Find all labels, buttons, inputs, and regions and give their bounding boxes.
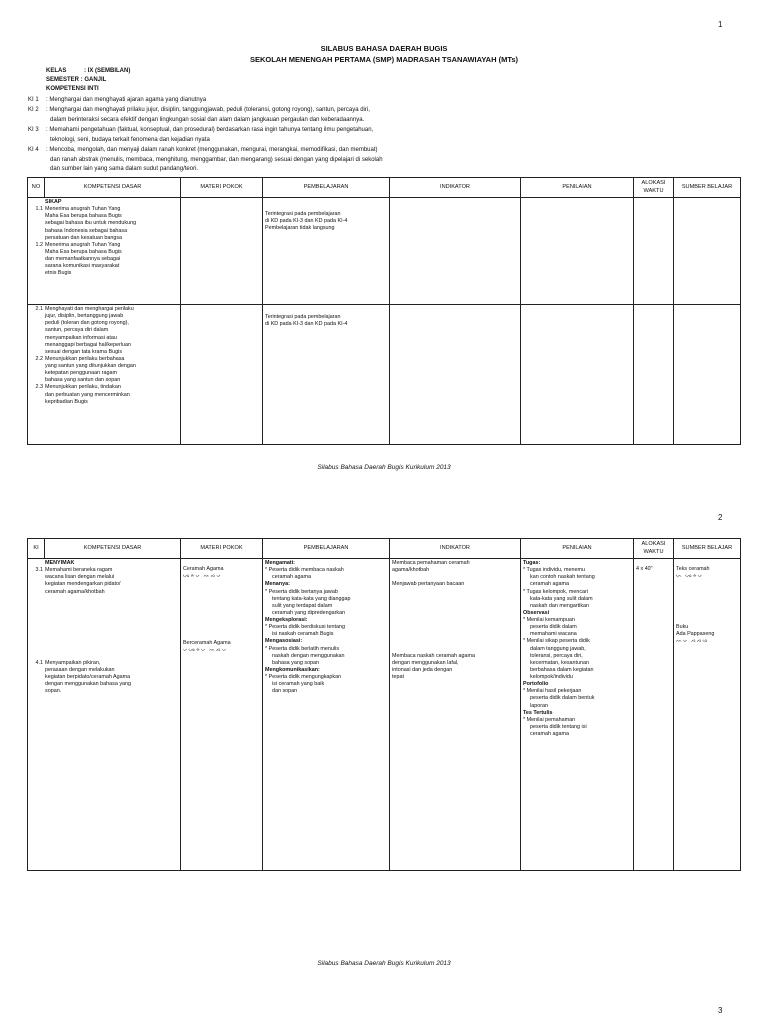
kd-line (31, 320, 178, 327)
materi-cell (181, 198, 263, 305)
kd-line (31, 674, 178, 681)
document-subtitle: SEKOLAH MENENGAH PERTAMA (SMP) MADRASAH TSANAWIAYAH (MTs) (249, 55, 519, 64)
kd-text: sarana komunikasi masyarakat (45, 263, 120, 270)
sumber-lontara: ᨈᨙ ᨌᨙᨑᨆ (676, 573, 704, 580)
kelas-value: : IX (SEMBILAN) (84, 68, 131, 74)
kd-line (31, 688, 178, 695)
ki-text: : Memahami pengetahuan (faktual, konseptual, dan prosedural) berdasarkan rasa ingin tahunya tentang ilmu pengetahuan, (46, 127, 374, 133)
indikator-line (392, 631, 518, 638)
alokasi-cell (634, 305, 674, 445)
kd-line (31, 631, 178, 638)
section-heading: MENYIMAK (45, 560, 75, 566)
kd-text: Memahami beraneka ragam (45, 567, 113, 574)
ki-4-continuation: dan sumber lain yang sama dalam sudut pandang/teori. (50, 166, 199, 172)
ki-code: KI 2 (28, 107, 39, 113)
ki-2-continuation: dalam berinteraksi secara efektif dengan lingkungan sosial dan alam dalam jangkauan pergaulan dan keberadaannya. (50, 117, 365, 123)
ki-3 (28, 127, 373, 133)
page-number: 2 (718, 513, 723, 522)
penilaian-line: toleransi, percaya diri, (530, 652, 583, 659)
kd-text: bahasa Indonesia sebagai bahasa (45, 227, 128, 234)
kd-text: dan perbuatan yang mencerminkan (45, 391, 130, 398)
kd-line (31, 228, 178, 235)
kd-text: santun, percaya diri dalam (45, 327, 109, 334)
indikator-cell (390, 198, 521, 305)
pembelajaran-list (265, 211, 387, 232)
kd-line (31, 681, 178, 688)
ki-code: KI 4 (28, 147, 39, 153)
pembelajaran-line: isi naskah ceramah Bugis (272, 631, 334, 638)
pembelajaran-line: Menanya: (265, 581, 290, 588)
pembelajaran-line: Terintegrasi pada pembelajaran (265, 211, 341, 217)
kd-text: menyampaikan informasi atau (45, 334, 117, 341)
kompetensi-inti-heading: KOMPETENSI INTI (46, 86, 99, 92)
indikator-cell (390, 559, 521, 871)
kd-text: dengan menggunakan bahasa yang (45, 681, 132, 688)
kd-number: 1.1 (35, 206, 43, 213)
kd-text: bahasa yang santun dan sopan (45, 377, 121, 384)
penilaian-line: * Menilai hasil pekerjaan (523, 688, 582, 695)
pembelajaran-line: isi ceramah yang baik (272, 681, 325, 688)
sumber-item: Teks ceramah (676, 566, 710, 572)
col-header-indikator: INDIKATOR (390, 539, 521, 559)
penilaian-line: memahami wacana (530, 631, 577, 638)
penilaian-line: * Menilai sikap peserta didik (523, 638, 590, 645)
indikator-line (392, 596, 518, 603)
kd-text: sebagai bahasa ibu untuk mendukung (45, 220, 137, 227)
kd-number: 2.3 (35, 384, 43, 391)
page-footer: Silabus Bahasa Daerah Bugis Kurikulum 2013 (317, 960, 451, 967)
penilaian-list (523, 560, 631, 738)
indikator-line: Membaca naskah ceramah agama (392, 652, 475, 659)
materi-item: Berceramah Agama (183, 639, 231, 646)
col-header-ki: KI (28, 539, 45, 559)
sumber-lontara: ᨕᨉ ᨄᨄᨔᨙ (676, 637, 709, 644)
kd-line (31, 263, 178, 270)
kd-list (31, 567, 178, 695)
indikator-line (392, 617, 518, 624)
pembelajaran-line: sulit yang terdapat dalam (272, 602, 333, 609)
penilaian-line: kecermatan, kesantunan (530, 659, 590, 666)
page-number: 1 (718, 20, 723, 29)
sumber-cell (674, 559, 741, 871)
ki-code: KI 1 (28, 97, 39, 103)
kd-line (31, 363, 178, 370)
indikator-list (392, 560, 518, 681)
kd-cell (28, 559, 181, 871)
penilaian-line: Observasi (523, 609, 550, 616)
pembelajaran-line: di KD pada KI-3 dan KD pada KI-4 (265, 218, 348, 225)
pembelajaran-line: * Peserta didik berlatih menulis (265, 645, 340, 652)
kd-line (31, 349, 178, 356)
penilaian-line: ceramah agama (530, 581, 569, 588)
pembelajaran-cell (263, 198, 390, 305)
indikator-line: intonasi dan jeda dengan (392, 666, 453, 673)
pembelajaran-line: di KD pada KI-3 dan KD pada KI-4 (265, 321, 348, 328)
indikator-line: agama/khotbah (392, 567, 430, 574)
kd-line (31, 213, 178, 220)
kd-number: 2.2 (35, 355, 43, 362)
document-title: SILABUS BAHASA DAERAH BUGIS (320, 44, 448, 53)
penilaian-line: * Tugas individu, menemu (523, 567, 586, 574)
kd-text: Menunjukkan perilaku berbahasa (45, 355, 125, 362)
penilaian-cell (521, 305, 634, 445)
syllabus-table-page1 (27, 177, 741, 445)
kd-line (31, 342, 178, 349)
kd-list (31, 306, 178, 406)
pembelajaran-line: naskah dengan menggunakan (272, 652, 345, 659)
indikator-line (392, 638, 518, 645)
kd-line (31, 306, 178, 313)
pembelajaran-line: * Peserta didik bertanya jawab (265, 588, 338, 595)
pembelajaran-line: Mengeksplorasi: (265, 617, 308, 623)
penilaian-line: peserta didik tentang isi (530, 723, 587, 730)
pembelajaran-list (265, 560, 387, 695)
materi-lontara: ᨆᨌᨙᨑᨆ ᨕᨁᨆ (183, 646, 228, 653)
penilaian-line: kata-kata yang sulit dalam (530, 595, 593, 602)
kd-text: peduli (toleran dan gotong royong), (45, 320, 129, 327)
col-header-kompetensi-dasar: KOMPETENSI DASAR (45, 178, 181, 198)
indikator-line: Menjawab pertanyaan bacaan (392, 581, 465, 588)
ki-text: : Menghargai dan menghayati prilaku jujur, disiplin, tanggungjawab, peduli (toleransi, gotong royong), santun, percaya diri, (46, 107, 370, 113)
kd-text: Menunjukkan perilaku, tindakan (45, 384, 121, 391)
indikator-line: tepat (392, 674, 404, 680)
kd-line (31, 574, 178, 581)
kd-text: jujur, disiplin, bertanggung jawab (45, 313, 124, 320)
kd-number: 2.1 (35, 306, 43, 312)
kd-line (31, 646, 178, 653)
ki-1 (28, 97, 206, 103)
indikator-line (392, 603, 518, 610)
kd-line (31, 667, 178, 674)
penilaian-line: dalam tanggung jawab, (530, 645, 586, 652)
kd-line (31, 220, 178, 227)
kd-text: persatuan dan kesatuan bangsa (45, 234, 123, 241)
sumber-item: Buku (676, 623, 689, 630)
pembelajaran-line: ceramah agama (272, 574, 311, 581)
pembelajaran-line: dan sopan (272, 688, 298, 695)
kd-line (31, 567, 178, 574)
table-row (28, 559, 741, 871)
syllabus-table-page2 (27, 538, 741, 871)
kd-text: yang santun yang ditunjukkan dengan (45, 363, 136, 369)
col-header-no: NO (28, 178, 45, 198)
kd-text: ceramah agama/khotbah (45, 588, 105, 595)
penilaian-cell (521, 198, 634, 305)
indikator-line (392, 624, 518, 631)
ki-text: : Menghargai dan menghayati ajaran agama yang dianutnya (46, 97, 207, 103)
penilaian-line: * Menilai pemahaman (523, 716, 576, 723)
kd-text: sesuai dengan tata krama Bugis (45, 348, 123, 355)
penilaian-line: peserta didik dalam bentuk (530, 695, 595, 702)
ki-text: : Mencoba, mengolah, dan menyaji dalam ranah konkret (menggunakan, mengurai, merangkai, memodifikasi, dan membuat) (46, 147, 378, 153)
pembelajaran-line: Mengamati: (265, 560, 295, 566)
pembelajaran-line: ceramah yang dipredengarkan (272, 609, 346, 616)
col-header-penilaian: PENILAIAN (521, 178, 634, 198)
penilaian-line: kan contoh naskah tentang (530, 574, 595, 581)
kd-text: Maha Esa berupa bahasa Bugis (45, 248, 122, 255)
ki-4 (28, 147, 378, 153)
kd-line (31, 206, 178, 213)
table-header-row (28, 178, 741, 198)
indikator-line (392, 574, 518, 581)
penilaian-line: * Menilai kemampuan (523, 617, 575, 623)
kd-line (31, 624, 178, 631)
kd-line (31, 399, 178, 406)
kd-line (31, 603, 178, 610)
indikator-line: dengan menggunakan lafal, (392, 659, 459, 666)
kd-line (31, 384, 178, 391)
kd-line (31, 256, 178, 263)
table-row (28, 198, 741, 305)
penilaian-cell (521, 559, 634, 871)
col-header-materi-pokok: MATERI POKOK (181, 539, 263, 559)
kd-line (31, 370, 178, 377)
kd-line (31, 235, 178, 242)
penilaian-line: naskah dan mengartikan (530, 602, 590, 609)
pembelajaran-line: tentang kata-kata yang dianggap (272, 595, 351, 602)
page-number: 3 (718, 1006, 723, 1015)
kd-line (31, 596, 178, 603)
sumber-item: Ada Pappaseng (676, 630, 715, 637)
kd-text: Menyampaikan pikiran, (45, 659, 101, 666)
pembelajaran-line: Mengkomunikasikan: (265, 666, 320, 673)
alokasi-value: 4 x 40" (636, 566, 653, 572)
penilaian-line: ceramah agama (530, 731, 569, 737)
ki-3-continuation: teknologi, seni, budaya terkait fenomena dan kejadian nyata (50, 137, 210, 143)
kd-line (31, 610, 178, 617)
col-header-alokasi-waktu: ALOKASI WAKTU (634, 178, 674, 198)
kelas-label: KELAS (46, 68, 67, 74)
kd-line (31, 653, 178, 660)
kd-line (31, 335, 178, 342)
sumber-cell (674, 198, 741, 305)
pembelajaran-cell (263, 305, 390, 445)
ki-2 (28, 107, 370, 113)
ki-code: KI 3 (28, 127, 39, 133)
kd-text: ketepatan penggunaan ragam (45, 370, 117, 377)
penilaian-line: * Tugas kelompok, mencari (523, 588, 589, 595)
kd-line (31, 660, 178, 667)
penilaian-line: laporan (530, 702, 548, 709)
kd-text: kegiatan berpidato/ceramah Agama (45, 674, 131, 680)
penilaian-line: kelompok/individu (530, 674, 573, 680)
col-header-penilaian: PENILAIAN (521, 539, 634, 559)
pembelajaran-line: Mengasosiasi: (265, 638, 303, 645)
pembelajaran-line: * Peserta didik berdiskusi tentang (265, 624, 346, 631)
sumber-cell (674, 305, 741, 445)
kd-text: etnis Bugis (45, 270, 72, 277)
kd-text: Menerima anugrah Tuhan Yang (45, 241, 121, 248)
kd-line (31, 392, 178, 399)
kd-number: 4.1 (35, 659, 43, 666)
col-header-sumber-belajar: SUMBER BELAJAR (674, 539, 741, 559)
kd-line (31, 377, 178, 384)
col-header-alokasi-waktu: ALOKASI WAKTU (634, 539, 674, 559)
kd-line (31, 242, 178, 249)
kd-line (31, 638, 178, 645)
kd-list (31, 206, 178, 277)
pembelajaran-list (265, 314, 387, 328)
table-header-row (28, 539, 741, 559)
pembelajaran-line: * Peserta didik membaca naskah (265, 567, 344, 574)
pembelajaran-line: bahasa yang sopan (272, 659, 320, 666)
pembelajaran-line: * Peserta didik mengungkapkan (265, 674, 342, 680)
materi-cell (181, 305, 263, 445)
kd-text: menanggapi berbagai hal/keperluan (45, 341, 132, 348)
kd-text: kegiatan mendengarkan pidato/ (45, 581, 121, 588)
kd-cell (28, 198, 181, 305)
col-header-pembelajaran: PEMBELAJARAN (263, 178, 390, 198)
alokasi-cell (634, 198, 674, 305)
kd-text: wacana lisan dengan melalui (45, 574, 115, 581)
col-header-pembelajaran: PEMBELAJARAN (263, 539, 390, 559)
col-header-sumber-belajar: SUMBER BELAJAR (674, 178, 741, 198)
penilaian-line: berbahasa dalam kegiatan (530, 666, 594, 673)
ki-4-continuation: dan ranah abstrak (menulis, membaca, menghitung, menggambar, dan mengarang) sesuai dengan yang dipelajari di sekolah (50, 157, 383, 163)
kd-line (31, 589, 178, 596)
kd-text: sopan. (45, 688, 62, 695)
indikator-line (392, 610, 518, 617)
pembelajaran-cell (263, 559, 390, 871)
kd-line (31, 313, 178, 320)
pembelajaran-line: Terintegrasi pada pembelajaran (265, 314, 341, 320)
penilaian-line: peserta didik dalam (530, 624, 577, 631)
col-header-indikator: INDIKATOR (390, 178, 521, 198)
penilaian-line: Tes Tertulis (523, 709, 553, 716)
pembelajaran-line: Pembelajaran tidak langsung (265, 225, 335, 232)
col-header-materi-pokok: MATERI POKOK (181, 178, 263, 198)
kd-text: Maha Esa berupa bahasa Bugis (45, 213, 122, 220)
kd-number: 3.1 (35, 567, 43, 574)
kd-text: Menerima anugrah Tuhan Yang (45, 206, 121, 213)
kd-text: perasaan dengan melakukan (45, 666, 115, 673)
kd-text: kepribadian Bugis (45, 398, 88, 405)
penilaian-line: Portofolio (523, 681, 549, 688)
kd-line (31, 617, 178, 624)
section-heading: SIKAP (45, 199, 62, 205)
alokasi-cell (634, 559, 674, 871)
kd-line (31, 249, 178, 256)
penilaian-line: Tugas: (523, 560, 541, 566)
indikator-line (392, 589, 518, 596)
materi-lontara: ᨌᨙᨑᨆ ᨕᨁᨆ (183, 573, 222, 580)
kd-line (31, 327, 178, 334)
kd-line (31, 270, 178, 277)
materi-item: Ceramah Agama (183, 566, 224, 572)
semester-label: SEMESTER : GANJIL (46, 77, 107, 83)
page-footer: Silabus Bahasa Daerah Bugis Kurikulum 2013 (317, 464, 451, 471)
materi-cell (181, 559, 263, 871)
table-row (28, 305, 741, 445)
kd-text: Menghayati dan menghargai perilaku (45, 306, 134, 312)
kd-number: 1.2 (35, 241, 43, 248)
kd-text: dan memanfaatkannya sebagai (45, 256, 121, 262)
kd-cell (28, 305, 181, 445)
indikator-line: Membaca pemahaman ceramah (392, 560, 470, 566)
kd-line (31, 356, 178, 363)
indikator-cell (390, 305, 521, 445)
col-header-kompetensi-dasar: KOMPETENSI DASAR (45, 539, 181, 559)
kd-line (31, 581, 178, 588)
indikator-line (392, 646, 518, 653)
